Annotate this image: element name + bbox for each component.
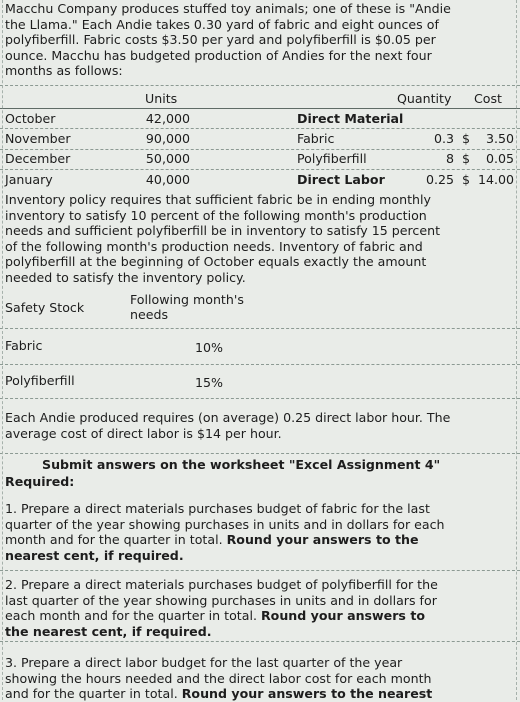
grid-line: [0, 328, 520, 329]
grid-line: [0, 149, 520, 150]
following-month-header: Following month's needs: [130, 292, 244, 322]
submit-instruction: Submit answers on the worksheet "Excel Assignment 4": [42, 457, 441, 472]
safety-polyfiberfill-percent: 15%: [195, 375, 223, 390]
requirement-1-rounding: Round your answers to the nearest cent, if required.: [5, 532, 419, 563]
month-label: January: [5, 172, 53, 187]
polyfiberfill-label: Polyfiberfill: [297, 151, 367, 166]
labor-note-paragraph: Each Andie produced requires (on average) 0.25 direct labor hour. The average cost of direct labor is $14 per hour.: [5, 410, 451, 441]
direct-labor-cost: 14.00: [477, 172, 514, 187]
grid-line: [0, 108, 520, 109]
month-label: November: [5, 131, 71, 146]
units-value: 50,000: [145, 151, 190, 166]
units-value: 90,000: [145, 131, 190, 146]
polyfiberfill-dollar-sign: $: [462, 151, 471, 166]
requirement-2: [5, 577, 439, 639]
requirement-3-text: 3. Prepare a direct labor budget for the last quarter of the year showing the hours needed and the direct labor cost for each month and for the quarter in total.: [5, 655, 432, 702]
grid-line: [2, 0, 3, 700]
polyfiberfill-quantity: 8: [445, 151, 454, 166]
month-label: December: [5, 151, 71, 166]
quantity-header: Quantity: [397, 91, 452, 106]
requirement-1: [5, 501, 447, 563]
required-label: Required:: [5, 474, 75, 489]
fabric-label: Fabric: [297, 131, 335, 146]
requirement-3-rounding: Round your answers to the nearest: [181, 686, 433, 702]
requirement-1-text: 1. Prepare a direct materials purchases budget of fabric for the last quarter of the year showing purchases in units and in dollars for each month and for the quarter in total.: [5, 501, 445, 548]
grid-line: [516, 0, 517, 700]
requirement-2-text: 2. Prepare a direct materials purchases budget of polyfiberfill for the last quarter of the year showing purchases in units and in dollars for each month and for the quarter in total.: [5, 577, 438, 624]
grid-line: [0, 398, 520, 399]
direct-labor-quantity: 0.25: [425, 172, 454, 187]
grid-line: [0, 641, 520, 642]
grid-line: [0, 570, 520, 571]
direct-labor-dollar-sign: $: [462, 172, 471, 187]
grid-line: [0, 169, 520, 170]
month-label: October: [5, 111, 56, 126]
polyfiberfill-cost: 0.05: [485, 151, 514, 166]
units-value: 42,000: [145, 111, 190, 126]
safety-fabric-label: Fabric: [5, 338, 43, 353]
direct-material-label: Direct Material: [297, 111, 404, 126]
grid-line: [0, 85, 520, 86]
safety-polyfiberfill-label: Polyfiberfill: [5, 373, 75, 388]
grid-line: [0, 364, 520, 365]
fabric-quantity: 0.3: [433, 131, 454, 146]
fabric-cost: 3.50: [485, 131, 514, 146]
safety-fabric-percent: 10%: [195, 340, 223, 355]
grid-line: [0, 128, 520, 129]
units-header: Units: [145, 91, 178, 106]
cost-header: Cost: [474, 91, 502, 106]
units-value: 40,000: [145, 172, 190, 187]
intro-paragraph: Macchu Company produces stuffed toy animals; one of these is "Andie the Llama." Each Andie takes 0.30 yard of fabric and eight ounces of polyfiberfill. Fabric costs $3.50 per yard and polyfiberfill is $0.05 per ounce. Macchu has budgeted production of Andies for the next four months as follows:: [5, 1, 451, 79]
inventory-policy-paragraph: Inventory policy requires that sufficient fabric be in ending monthly inventory to satisfy 10 percent of the following month's production needs and sufficient polyfiberfill be in inventory to satisfy 15 percent of the following month's production needs. Inventory of fabric and polyfiberfill at the beginning of October equals exactly the amount needed to satisfy the inventory policy.: [5, 192, 441, 285]
fabric-dollar-sign: $: [462, 131, 471, 146]
grid-line: [0, 453, 520, 454]
requirement-3: [5, 655, 435, 702]
safety-stock-label: Safety Stock: [5, 300, 85, 315]
requirement-2-rounding: Round your answers to the nearest cent, if required.: [5, 608, 425, 639]
direct-labor-label: Direct Labor: [297, 172, 385, 187]
